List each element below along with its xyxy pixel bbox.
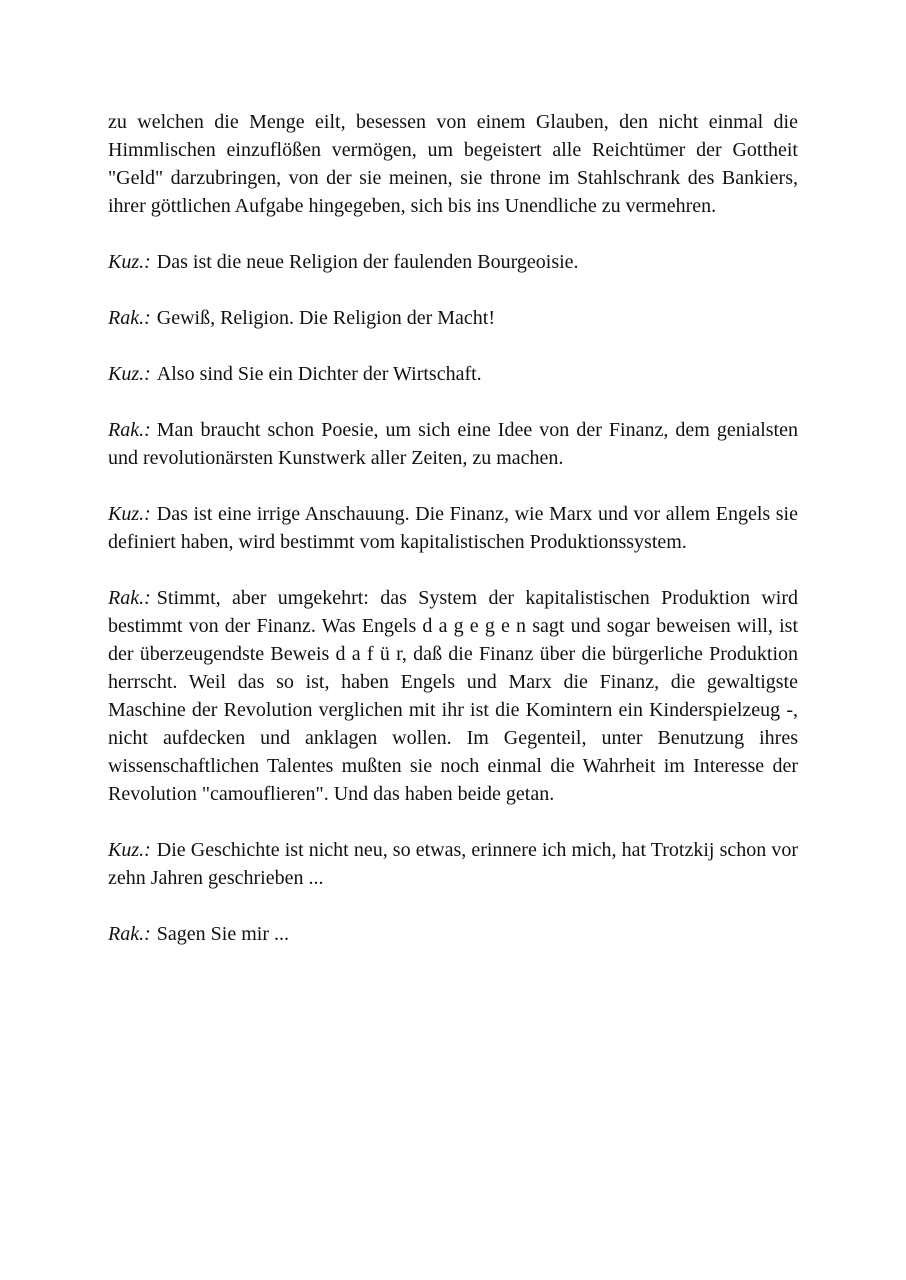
paragraph <box>108 836 798 892</box>
paragraph <box>108 360 798 388</box>
speaker-label: Kuz.: <box>108 839 151 861</box>
paragraph-text: Gewiß, Religion. Die Religion der Macht! <box>156 307 496 329</box>
paragraph-text: Stimmt, aber umgekehrt: das System der kapitalistischen Produktion wird bestimmt von der Finanz. Was Engels d a g e g e n sagt und sogar beweisen will, ist der überzeugendste Beweis d a f ü r, daß die Finanz über die bürgerliche Produktion herrscht. Weil das so ist, haben Engels und Marx die Finanz, die gewaltigste Maschine der Revolution verglichen mit ihr ist die Komintern ein Kinderspielzeug -, nicht aufdecken und anklagen wollen. Im Gegenteil, unter Benutzung ihres wissenschaftlichen Talentes mußten sie noch einmal die Wahrheit im Interesse der Revolution "camouflieren". Und das haben beide getan. <box>108 587 798 805</box>
speaker-label: Rak.: <box>108 587 151 609</box>
paragraph-text: Sagen Sie mir ... <box>156 923 289 945</box>
paragraph <box>108 108 798 220</box>
paragraph-text: Das ist die neue Religion der faulenden Bourgeoisie. <box>156 251 579 273</box>
paragraph <box>108 920 798 948</box>
paragraph <box>108 584 798 808</box>
speaker-label: Rak.: <box>108 419 151 441</box>
paragraph-text: Also sind Sie ein Dichter der Wirtschaft. <box>156 363 482 385</box>
paragraph-text: Das ist eine irrige Anschauung. Die Finanz, wie Marx und vor allem Engels sie definiert haben, wird bestimmt vom kapitalistischen Produktionssystem. <box>108 503 798 553</box>
paragraph <box>108 248 798 276</box>
paragraph-text: Man braucht schon Poesie, um sich eine Idee von der Finanz, dem genialsten und revolutionärsten Kunstwerk aller Zeiten, zu machen. <box>108 419 798 469</box>
paragraph-text: Die Geschichte ist nicht neu, so etwas, erinnere ich mich, hat Trotzkij schon vor zehn Jahren geschrieben ... <box>108 839 798 889</box>
speaker-label: Kuz.: <box>108 363 151 385</box>
speaker-label: Kuz.: <box>108 251 151 273</box>
paragraph <box>108 304 798 332</box>
paragraph <box>108 416 798 472</box>
speaker-label: Rak.: <box>108 923 151 945</box>
speaker-label: Rak.: <box>108 307 151 329</box>
speaker-label: Kuz.: <box>108 503 151 525</box>
paragraph-text: zu welchen die Menge eilt, besessen von einem Glauben, den nicht einmal die Himmlischen einzuflößen vermögen, um begeistert alle Reichtümer der Gottheit "Geld" darzubringen, von der sie meinen, sie throne im Stahlschrank des Bankiers, ihrer göttlichen Aufgabe hingegeben, sich bis ins Unendliche zu vermehren. <box>108 111 798 217</box>
paragraph <box>108 500 798 556</box>
